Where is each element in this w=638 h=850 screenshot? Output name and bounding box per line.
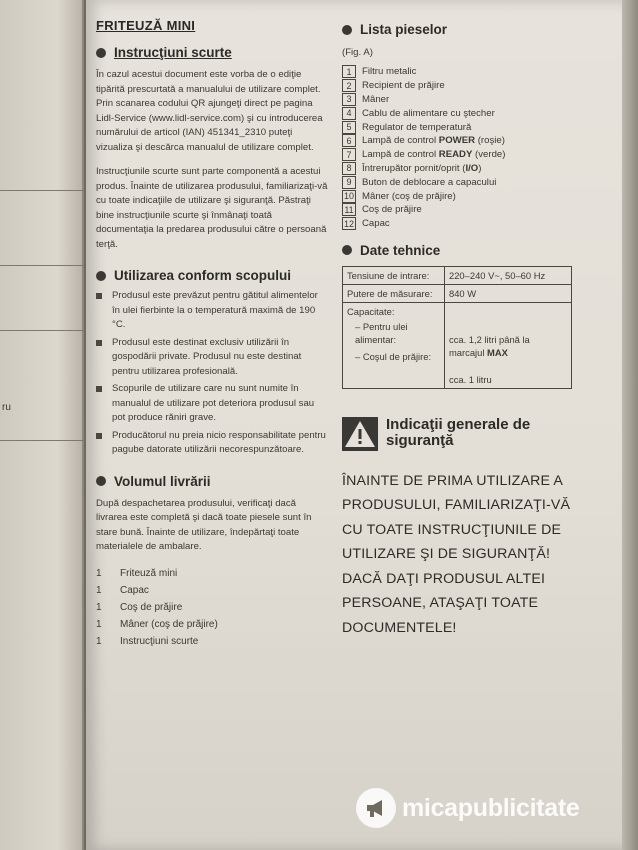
item-qty: 1 (96, 635, 102, 647)
table-cell: Tensiune de intrare: (343, 266, 445, 284)
left-page-text: ru (2, 402, 11, 413)
part-label-text: Lampă de control (362, 149, 439, 161)
list-item-text: Produsul este prevăzut pentru gătitul alimentelor în ulei fierbinte la o temperatură maximă de 190 °C. (112, 290, 318, 330)
oil-value (449, 333, 567, 359)
part-label-text: Capac (362, 218, 390, 230)
section-intended-use-heading (96, 268, 328, 283)
item-qty: 1 (96, 601, 102, 613)
item-label: Friteuză mini (120, 567, 178, 579)
part-label-bold: I/O (465, 162, 479, 174)
part-number: 10 (343, 191, 354, 202)
parts-list (342, 65, 592, 231)
table-cell (445, 302, 572, 388)
section-title: Date tehnice (360, 242, 441, 258)
part-label-text: Regulator de temperatură (362, 121, 472, 133)
part-number: 3 (342, 93, 356, 106)
item-label: Coş de prăjire (120, 601, 183, 613)
part-label (362, 191, 456, 202)
part-number: 5 (342, 121, 356, 134)
part-label (362, 163, 481, 174)
item-qty: 1 (96, 567, 102, 579)
part-number: 7 (342, 148, 356, 161)
parts-list-item (342, 175, 592, 189)
watermark-text: micapublicitate (402, 793, 580, 822)
capacity-label: Capacitate: (347, 305, 395, 317)
delivery-list (96, 565, 328, 650)
left-page-edge (0, 0, 84, 850)
part-label (362, 122, 471, 133)
part-label (362, 177, 496, 188)
page-stack-edge (622, 0, 638, 850)
parts-list-item (342, 162, 592, 176)
item-label: Mâner (coş de prăjire) (120, 618, 218, 630)
list-item-text: Producătorul nu preia nicio responsabilitate pentru pagube datorate utilizării necorespunzătoare. (112, 429, 326, 455)
bullet-icon (342, 25, 352, 35)
parts-list-item (342, 65, 592, 79)
bullet-icon (96, 271, 106, 281)
part-label-suffix: (verde) (472, 149, 506, 161)
table-row (343, 266, 572, 284)
instructions-para-2: Instrucţiunile scurte sunt parte componentă a acestui produs. Înainte de utilizarea produsului, familiarizaţi-vă cu toate indicaţiile de utilizare şi siguranţă. Păstraţi bine instrucţiunile scurte şi înmânaţi toată documentaţia la predarea produsului către o persoană terţă. (96, 166, 328, 250)
part-label (362, 66, 416, 77)
tech-table (342, 266, 572, 389)
oil-value-max: MAX (487, 346, 508, 358)
left-column (96, 18, 328, 650)
section-delivery-heading (96, 474, 328, 489)
section-title: Instrucţiuni scurte (114, 45, 232, 60)
list-item-text: Scopurile de utilizare care nu sunt numite în manualul de utilizare pot deteriora produsul sau pot produce răniri grave. (112, 383, 315, 423)
oil-label: – Pentru ulei alimentar: (355, 320, 408, 345)
part-label-text: Cablu de alimentare cu ştecher (362, 107, 495, 119)
part-label (362, 94, 389, 105)
section-title: Volumul livrării (114, 473, 211, 489)
part-number: 4 (342, 107, 356, 120)
table-cell: 220–240 V~, 50–60 Hz (445, 266, 572, 284)
bullet-icon (96, 476, 106, 486)
part-number: 2 (342, 79, 356, 92)
square-bullet-icon (96, 433, 102, 439)
part-number: 11 (342, 203, 356, 216)
basket-label: – Coşul de prăjire: (355, 350, 432, 362)
list-item (96, 565, 328, 582)
part-number: 6 (342, 134, 356, 147)
item-label: Capac (120, 584, 149, 596)
part-label-suffix: ) (478, 162, 482, 174)
part-label (362, 135, 505, 146)
square-bullet-icon (96, 293, 102, 299)
parts-list-item (342, 79, 592, 93)
part-label (362, 149, 505, 160)
part-label (362, 108, 495, 119)
megaphone-icon (356, 788, 396, 828)
section-instructions-heading (96, 45, 328, 60)
section-parts-heading (342, 22, 592, 37)
basket-value: cca. 1 litru (449, 373, 492, 385)
table-row (343, 302, 572, 388)
part-label-text: Recipient de prăjire (362, 80, 445, 92)
safety-heading (342, 417, 592, 451)
safety-text: ÎNAINTE DE PRIMA UTILIZARE A PRODUSULUI, FAMILIARIZAŢI-VĂ CU TOATE INSTRUCŢIUNILE DE UTILIZARE ŞI DE SIGURANŢĂ! DACĂ DAŢI PRODUSUL ALTEI PERSOANE, ATAŞAŢI TOATE DOCUMENTELE! (342, 472, 571, 636)
bullet-icon (342, 245, 352, 255)
table-cell: 840 W (445, 284, 572, 302)
instructions-para-1: În cazul acestui document este vorba de o ediţie tipărită prescurtată a manualului de utilizare complet. Prin scanarea codului QR ajungeţi direct pe pagina Lidl-Service (www.lidl-service.com) şi cu introducerea numărului de articol (IAN) 451341_2310 puteţi vizualiza şi descărca manualul de utilizare complet. (96, 69, 323, 153)
part-number: 9 (342, 176, 356, 189)
part-label-bold: POWER (438, 135, 476, 147)
part-label-text: Coş de prăjire (362, 204, 422, 216)
section-tech-heading (342, 243, 592, 258)
part-label-text: Buton de deblocare a capacului (362, 176, 497, 188)
part-label (362, 204, 422, 215)
part-label (362, 80, 445, 91)
list-item (96, 633, 328, 650)
right-column (342, 22, 592, 640)
parts-list-item (342, 217, 592, 231)
list-item (96, 382, 328, 426)
part-label-text: Mâner (coş de prăjire) (362, 190, 456, 202)
section-title: Lista pieselor (360, 22, 448, 37)
parts-list-item (342, 148, 592, 162)
list-item (96, 336, 328, 380)
parts-list-item (342, 93, 592, 107)
part-label-suffix: (roşie) (475, 135, 505, 147)
oil-value-text: cca. 1,2 litri până la marcajul (449, 333, 530, 358)
warning-triangle-icon (342, 417, 378, 451)
list-item (96, 289, 328, 333)
part-label (362, 218, 390, 229)
part-number: 8 (342, 162, 356, 175)
document-page (86, 0, 626, 850)
part-label-text: Întrerupător pornit/oprit ( (362, 162, 466, 174)
parts-list-item (342, 189, 592, 203)
figure-ref: (Fig. A) (342, 47, 373, 58)
item-qty: 1 (96, 584, 102, 596)
list-item (96, 599, 328, 616)
section-title: Utilizarea conform scopului (114, 268, 292, 283)
list-item (96, 616, 328, 633)
parts-list-item (342, 203, 592, 217)
square-bullet-icon (96, 340, 102, 346)
parts-list-item (342, 120, 592, 134)
part-label-text: Mâner (362, 93, 390, 105)
watermark (356, 788, 580, 828)
list-item (96, 429, 328, 458)
item-qty: 1 (96, 618, 102, 630)
part-label-text: Lampă de control (362, 135, 439, 147)
item-label: Instrucţiuni scurte (120, 635, 199, 647)
table-row (343, 284, 572, 302)
part-number: 12 (343, 218, 354, 229)
list-item-text: Produsul este destinat exclusiv utilizării în gospodării private. Produsul nu este destinat pentru utilizarea profesională. (112, 336, 302, 377)
list-item (96, 582, 328, 599)
part-number: 1 (342, 65, 356, 78)
intended-use-list (96, 289, 328, 458)
safety-title: Indicaţii generale de siguranţă (386, 415, 531, 449)
bullet-icon (96, 48, 106, 58)
part-label-bold: READY (438, 149, 473, 161)
page-title: FRITEUZĂ MINI (96, 18, 196, 33)
table-cell: Putere de măsurare: (343, 284, 445, 302)
parts-list-item (342, 134, 592, 148)
table-cell (343, 302, 445, 388)
square-bullet-icon (96, 386, 102, 392)
delivery-para: După despachetarea produsului, verificaţi dacă livrarea este completă şi dacă toate piesele sunt în stare bună. Înainte de utilizare, îndepărtaţi toate materialele de ambalare. (96, 497, 312, 552)
parts-list-item (342, 106, 592, 120)
part-label-text: Filtru metalic (362, 66, 417, 78)
